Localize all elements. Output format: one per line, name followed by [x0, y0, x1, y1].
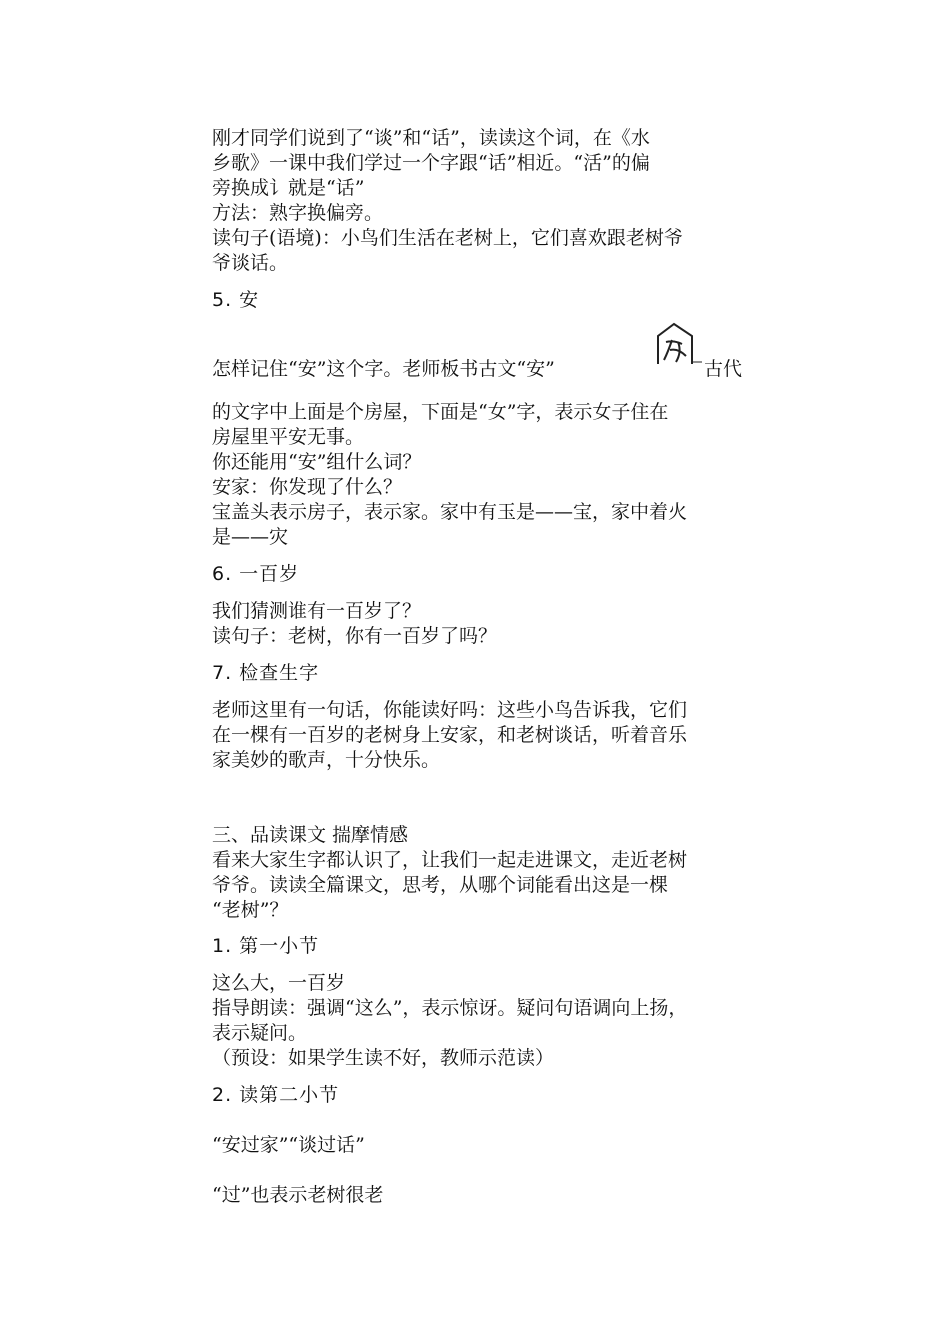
paragraph-line: 老师这里有一句话，你能读好吗：这些小鸟告诉我，它们	[212, 699, 688, 721]
paragraph-line: 我们猜测谁有一百岁了？	[212, 600, 422, 622]
paragraph-line: 家美妙的歌声，十分快乐。	[212, 749, 441, 771]
paragraph-line: 古代	[704, 358, 743, 380]
method-line: 方法：熟字换偏旁。	[212, 202, 384, 224]
paragraph-line: 爷爷。读读全篇课文，思考，从哪个词能看出这是一棵	[212, 874, 669, 896]
paragraph-line: 怎样记住“安”这个字。老师板书古文“安”	[212, 358, 555, 380]
paragraph-line: 刚才同学们说到了“谈”和“话”，读读这个词，在《水	[212, 127, 650, 149]
paragraph-line: “安过家”“谈过话”	[212, 1134, 365, 1156]
paragraph-line: 安家：你发现了什么？	[212, 476, 403, 498]
paragraph-line: 的文字中上面是个房屋，下面是“女”字，表示女子住在	[212, 401, 669, 423]
section-heading-6: 6. 一百岁	[212, 563, 300, 585]
paragraph-line: 乡歌》一课中我们学过一个字跟“话”相近。“活”的偏	[212, 152, 650, 174]
paragraph-line: 这么大，一百岁	[212, 972, 346, 994]
ancient-character-an-icon	[652, 322, 704, 368]
paragraph-line: 旁换成讠就是“话”	[212, 177, 365, 199]
paragraph-line: 是——灾	[212, 526, 289, 548]
paragraph-line: 宝盖头表示房子，表示家。家中有玉是——宝，家中着火	[212, 501, 688, 523]
section-heading-7: 7. 检查生字	[212, 662, 320, 684]
paragraph-line: （预设：如果学生读不好，教师示范读）	[212, 1047, 555, 1069]
section-heading-5: 5. 安	[212, 289, 260, 311]
paragraph-line: 读句子：老树，你有一百岁了吗？	[212, 625, 498, 647]
paragraph-line: 爷谈话。	[212, 252, 289, 274]
paragraph-line: 指导朗读：强调“这么”，表示惊讶。疑问句语调向上扬，	[212, 997, 688, 1019]
paragraph-line: “老树”？	[212, 899, 289, 921]
paragraph-line: 房屋里平安无事。	[212, 426, 365, 448]
paragraph-line: “过”也表示老树很老	[212, 1184, 384, 1206]
paragraph-line: 看来大家生字都认识了，让我们一起走进课文，走近老树	[212, 849, 688, 871]
question-line: 你还能用“安”组什么词？	[212, 451, 422, 473]
subsection-heading-2: 2. 读第二小节	[212, 1084, 340, 1106]
section-title: 三、品读课文 揣摩情感	[212, 824, 409, 846]
paragraph-line: 表示疑问。	[212, 1022, 308, 1044]
subsection-heading-1: 1. 第一小节	[212, 935, 320, 957]
paragraph-line: 读句子(语境)：小鸟们生活在老树上，它们喜欢跟老树爷	[212, 227, 683, 249]
paragraph-line: 在一棵有一百岁的老树身上安家，和老树谈话，听着音乐	[212, 724, 688, 746]
